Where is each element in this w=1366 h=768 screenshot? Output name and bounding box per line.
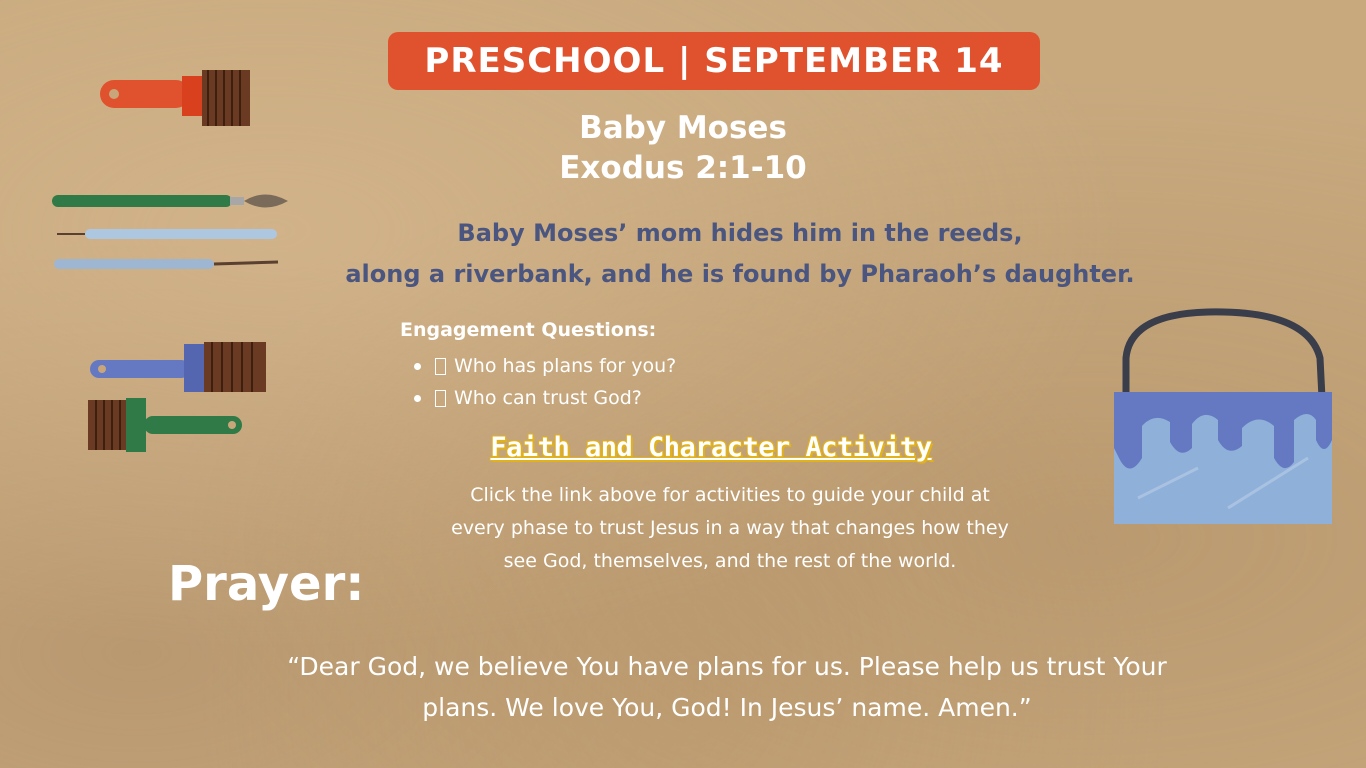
activity-desc-line: Click the link above for activities to guide your child at — [470, 484, 990, 506]
activity-desc-line: every phase to trust Jesus in a way that changes how they — [451, 517, 1009, 539]
date-badge — [388, 32, 1040, 90]
scripture-reference: Exodus 2:1-10 — [559, 150, 807, 186]
summary-line: Baby Moses’ mom hides him in the reeds, — [457, 219, 1023, 247]
engagement-heading: Engagement Questions: — [400, 319, 657, 341]
question-text: Who can trust God? — [454, 387, 642, 409]
prayer-text — [0, 646, 1366, 728]
activity-desc-line: see God, themselves, and the rest of the world. — [503, 550, 957, 572]
prayer-line: “Dear God, we believe You have plans for us. Please help us trust Your — [287, 652, 1167, 681]
lesson-summary — [0, 213, 1366, 295]
prayer-heading: Prayer: — [168, 556, 365, 612]
question-text: Who has plans for you? — [454, 355, 677, 377]
prayer-line: plans. We love You, God! In Jesus’ name. Amen.” — [422, 693, 1032, 722]
placeholder-glyph-icon — [435, 390, 446, 407]
summary-line: along a riverbank, and he is found by Pharaoh’s daughter. — [345, 260, 1135, 288]
lesson-title: Baby Moses — [579, 110, 787, 146]
engagement-question-list — [414, 350, 676, 414]
date-badge-text: PRESCHOOL | SEPTEMBER 14 — [424, 41, 1004, 81]
paintbrush-thin-green-icon — [50, 186, 290, 216]
bullet-icon — [414, 363, 421, 370]
list-item — [414, 382, 676, 414]
paintbrush-blue-icon — [88, 340, 270, 394]
list-item — [414, 350, 676, 382]
placeholder-glyph-icon — [435, 358, 446, 375]
faith-character-activity-link[interactable]: Faith and Character Activity — [490, 432, 932, 463]
bullet-icon — [414, 395, 421, 402]
